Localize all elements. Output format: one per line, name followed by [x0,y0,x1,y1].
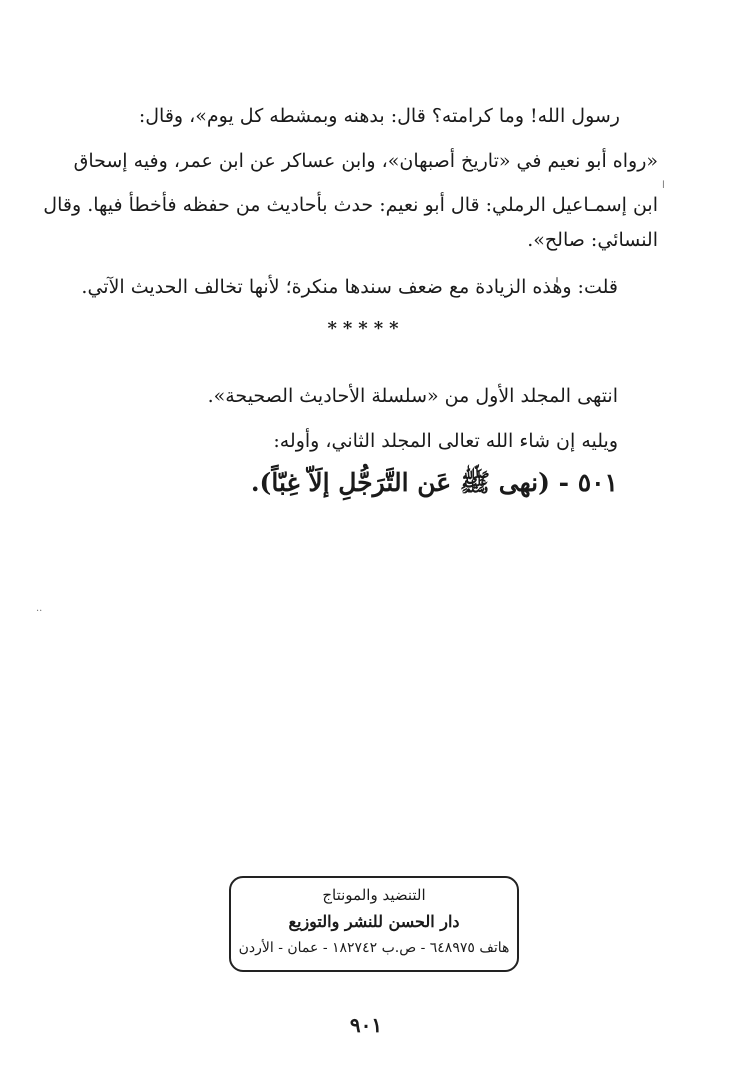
text-line-7: ويليه إن شاء الله تعالى المجلد الثاني، وأوله: [273,430,618,452]
text-line-1: رسول الله! وما كرامته؟ قال: بدهنه وبمشطه كل يوم»، وقال: [138,105,620,127]
text-line-3: ابن إسمـاعيل الرملي: قال أبو نعيم: حدث بأحاديث من حفظه فأخطأ فيها. وقال [43,194,658,216]
publisher-stamp [229,876,519,972]
text-line-4: النسائي: صالح». [527,229,658,251]
stamp-line-contact: هاتف ٦٤٨٩٧٥ - ص.ب ١٨٢٧٤٢ - عمان - الأردن [238,940,510,956]
hadith-title: ٥٠١ - (نهى ﷺ عَن التَّرَجُّلِ إلَاّ غِبّاً). [250,468,618,497]
margin-dots: ·· [36,606,43,617]
margin-mark: ا [662,180,665,191]
stamp-line-typesetting: التنضيد والمونتاج [322,886,426,904]
text-line-6: انتهى المجلد الأول من «سلسلة الأحاديث الصحيحة». [207,385,618,407]
page-number: ٩٠١ [349,1013,383,1037]
text-line-2: «رواه أبو نعيم في «تاريخ أصبهان»، وابن عساكر عن ابن عمر، وفيه إسحاق [73,150,658,172]
text-line-5: قلت: وهٰذه الزيادة مع ضعف سندها منكرة؛ لأنها تخالف الحديث الآتي. [81,276,618,298]
section-divider-stars: ***** [327,318,405,339]
stamp-line-publisher: دار الحسن للنشر والتوزيع [288,912,460,931]
